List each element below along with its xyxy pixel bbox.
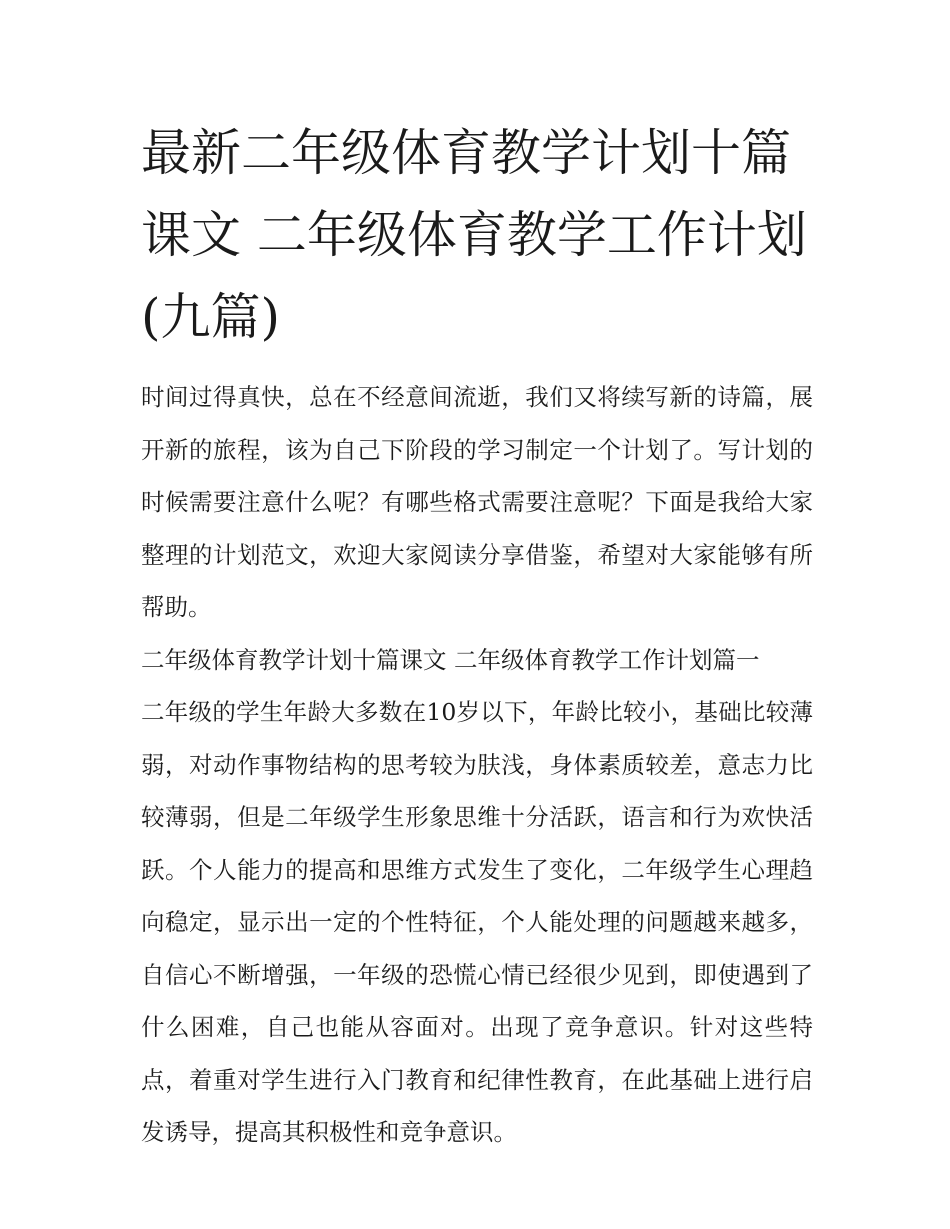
section-heading: 二年级体育教学计划十篇课文 二年级体育教学工作计划篇一 (141, 645, 760, 674)
document-title: 最新二年级体育教学计划十篇课文 二年级体育教学工作计划(九篇) (141, 124, 807, 346)
body-paragraph: 二年级的学生年龄大多数在10岁以下，年龄比较小，基础比较薄弱，对动作事物结构的思考较为肤浅，身体素质较差，意志力比较薄弱，但是二年级学生形象思维十分活跃，语言和行为欢快活跃。个人能力的提高和思维方式发生了变化，二年级学生心理趋向稳定，显示出一定的个性特征，个人能处理的问题越来越多，自信心不断增强，一年级的恐慌心情已经很少见到，即使遇到了什么困难，自己也能从容面对。出现了竞争意识。针对这些特点，着重对学生进行入门教育和纪律性教育，在此基础上进行启发诱导，提高其积极性和竞争意识。 (141, 698, 813, 1146)
intro-paragraph: 时间过得真快，总在不经意间流逝，我们又将续写新的诗篇，展开新的旅程，该为自己下阶段的学习制定一个计划了。写计划的时候需要注意什么呢？有哪些格式需要注意呢？下面是我给大家整理的计划范文，欢迎大家阅读分享借鉴，希望对大家能够有所帮助。 (141, 383, 813, 621)
document-content (141, 112, 813, 1159)
